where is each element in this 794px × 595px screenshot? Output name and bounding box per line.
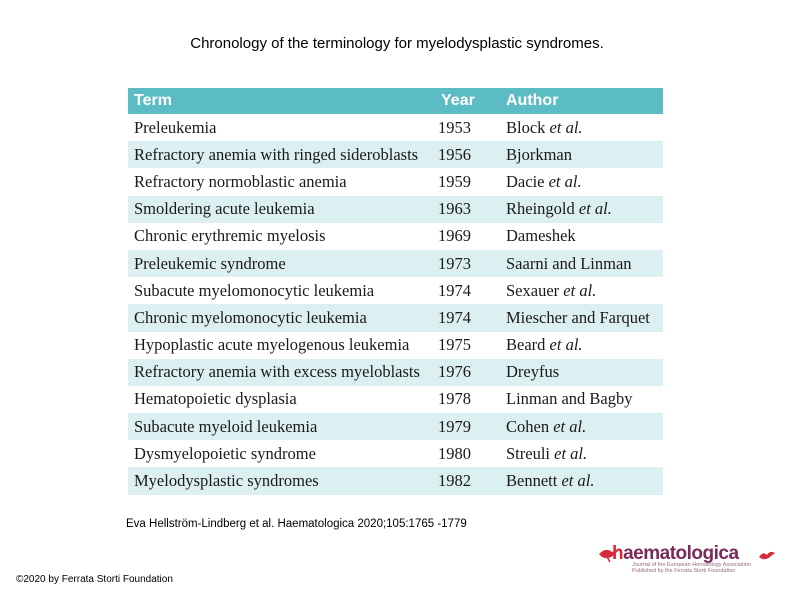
author-name: Rheingold xyxy=(506,199,575,219)
table-row xyxy=(128,141,663,168)
cell-year: 1969 xyxy=(438,226,471,246)
cell-term: Chronic erythremic myelosis xyxy=(134,226,326,246)
cell-term: Hematopoietic dysplasia xyxy=(134,389,297,409)
cell-author xyxy=(500,304,663,331)
terminology-table xyxy=(128,88,663,495)
table-row xyxy=(128,114,663,141)
author-name: Saarni and Linman xyxy=(506,253,632,273)
cell-term: Dysmyelopoietic syndrome xyxy=(134,443,316,463)
cell-term: Chronic myelomonocytic leukemia xyxy=(128,304,435,331)
cell-year: 1979 xyxy=(435,413,500,440)
cell-author xyxy=(500,332,663,359)
cell-year: 1956 xyxy=(435,141,500,168)
header-author: Author xyxy=(500,88,663,114)
cell-author xyxy=(500,168,663,195)
cell-author xyxy=(500,277,663,304)
table-row xyxy=(128,440,663,467)
cell-term: Preleukemia xyxy=(134,117,217,137)
author-name: Beard xyxy=(506,335,546,355)
header-year: Year xyxy=(435,88,500,114)
table-row xyxy=(128,250,663,277)
author-name: Dreyfus xyxy=(506,362,560,382)
cell-term: Subacute myeloid leukemia xyxy=(128,413,435,440)
author-name: Bjorkman xyxy=(506,144,572,164)
table-row xyxy=(128,413,663,440)
cell-term: Myelodysplastic syndromes xyxy=(128,467,435,494)
author-name: Miescher and Farquet xyxy=(506,307,650,327)
cell-year: 1980 xyxy=(438,443,471,463)
header-term: Term xyxy=(128,88,435,114)
cell-year: 1975 xyxy=(438,335,471,355)
table-header-row xyxy=(128,88,663,114)
terminology-table-container xyxy=(128,88,663,495)
cell-author xyxy=(500,413,663,440)
table-row xyxy=(128,467,663,494)
author-name: Linman and Bagby xyxy=(506,389,633,409)
cell-author xyxy=(500,141,663,168)
cell-year: 1973 xyxy=(435,250,500,277)
table-row xyxy=(128,359,663,386)
author-name: Cohen xyxy=(506,416,550,436)
table-row xyxy=(128,386,663,413)
table-body xyxy=(128,114,663,495)
author-name: Bennett xyxy=(506,471,558,491)
logo-initial: h xyxy=(612,543,624,564)
logo-rest: aematologica xyxy=(623,543,739,564)
cell-term: Refractory normoblastic anemia xyxy=(134,171,347,191)
author-name: Streuli xyxy=(506,443,550,463)
copyright-text: ©2020 by Ferrata Storti Foundation xyxy=(16,574,173,585)
cell-author xyxy=(500,114,663,141)
dragon-icon xyxy=(758,549,776,561)
author-etal: et al. xyxy=(553,416,587,436)
table-row xyxy=(128,304,663,331)
cell-term: Preleukemic syndrome xyxy=(128,250,435,277)
author-etal: et al. xyxy=(578,199,612,219)
table-row xyxy=(128,277,663,304)
cell-term: Hypoplastic acute myelogenous leukemia xyxy=(134,335,410,355)
cell-year: 1976 xyxy=(435,359,500,386)
author-name: Block xyxy=(506,117,546,137)
author-etal: et al. xyxy=(549,117,583,137)
table-row xyxy=(128,223,663,250)
author-name: Dacie xyxy=(506,171,545,191)
cell-year: 1982 xyxy=(435,467,500,494)
author-name: Dameshek xyxy=(506,226,576,246)
cell-term: Refractory anemia with ringed sideroblasts xyxy=(128,141,435,168)
citation-text: Eva Hellström-Lindberg et al. Haematologica 2020;105:1765 -1779 xyxy=(126,518,467,530)
cell-term: Refractory anemia with excess myeloblasts xyxy=(128,359,435,386)
logo-subtitle xyxy=(632,562,751,574)
table-row xyxy=(128,196,663,223)
author-etal: et al. xyxy=(549,335,583,355)
cell-year: 1953 xyxy=(438,117,471,137)
cell-author xyxy=(500,359,663,386)
cell-term: Subacute myelomonocytic leukemia xyxy=(134,280,375,300)
cell-year: 1959 xyxy=(438,171,471,191)
author-etal: et al. xyxy=(554,443,588,463)
author-name: Sexauer xyxy=(506,280,560,300)
cell-author xyxy=(500,386,663,413)
author-etal: et al. xyxy=(561,471,595,491)
cell-term: Smoldering acute leukemia xyxy=(128,196,435,223)
cell-author xyxy=(500,223,663,250)
cell-author xyxy=(500,467,663,494)
table-row xyxy=(128,168,663,195)
haematologica-logo xyxy=(598,543,778,577)
page-title: Chronology of the terminology for myelodysplastic syndromes. xyxy=(190,35,604,52)
cell-author xyxy=(500,196,663,223)
table-row xyxy=(128,332,663,359)
logo-subtitle-line2: Published by the Ferrata Storti Foundation xyxy=(632,568,736,574)
cell-year: 1974 xyxy=(435,304,500,331)
cell-year: 1963 xyxy=(435,196,500,223)
author-etal: et al. xyxy=(548,171,582,191)
cell-year: 1974 xyxy=(438,280,471,300)
cell-author xyxy=(500,250,663,277)
author-etal: et al. xyxy=(563,280,597,300)
cell-author xyxy=(500,440,663,467)
cell-year: 1978 xyxy=(438,389,471,409)
logo-subtitle-line1: Journal of the European Hematology Association xyxy=(632,562,751,568)
